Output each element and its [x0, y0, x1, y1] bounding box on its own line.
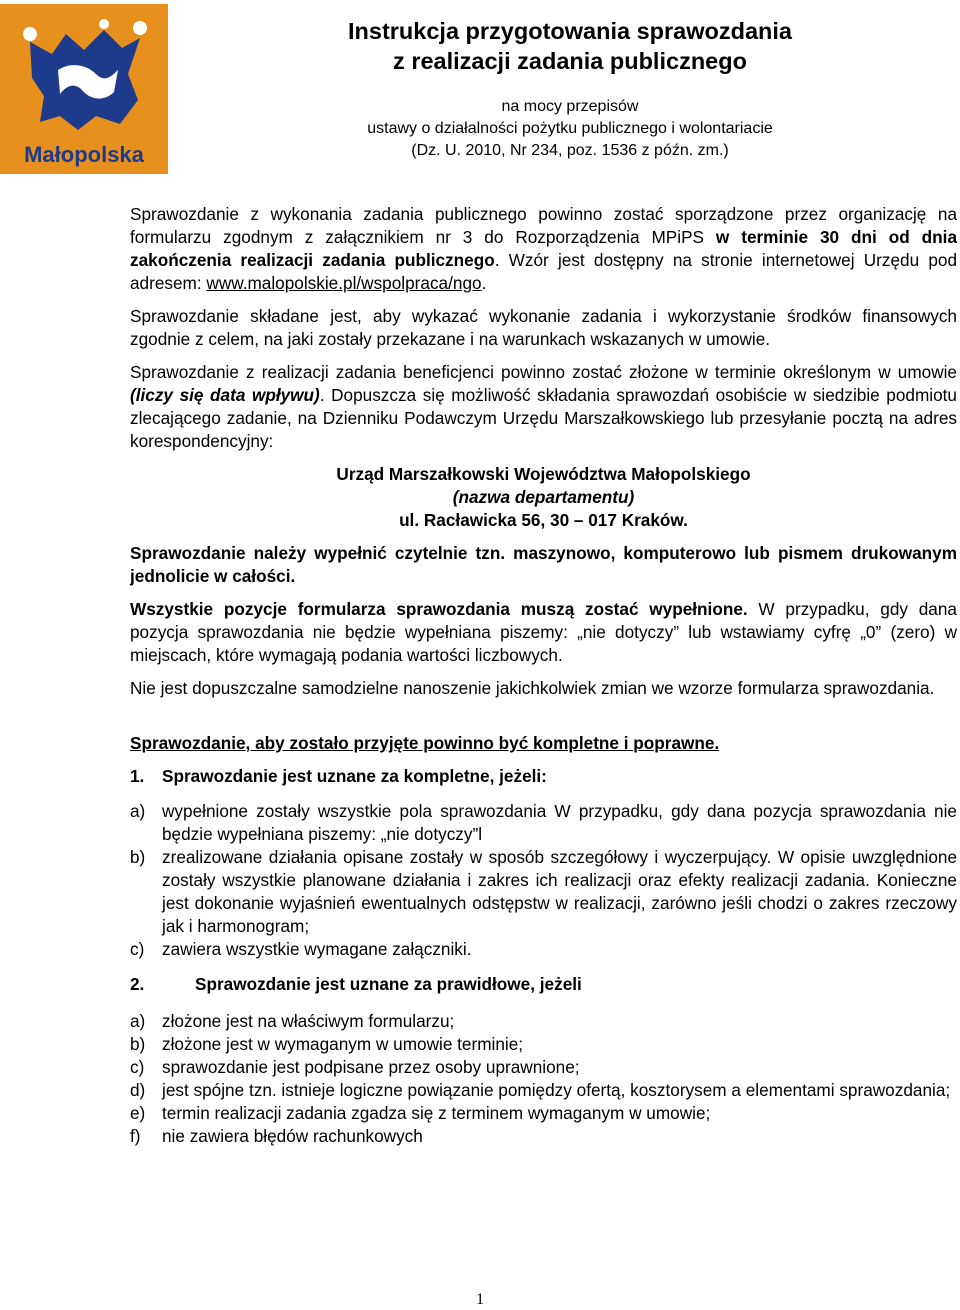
section-2-list: [130, 1010, 957, 1148]
list-item-text: termin realizacji zadania zgadza się z terminem wymaganym w umowie;: [162, 1103, 711, 1123]
paragraph-submission: [130, 361, 957, 453]
list-marker: e): [130, 1103, 146, 1123]
list-item-text: sprawozdanie jest podpisane przez osoby uprawnione;: [162, 1057, 580, 1077]
malopolska-logo: [0, 4, 168, 174]
address-line-1: Urząd Marszałkowski Województwa Małopolskiego: [336, 464, 751, 484]
list-item: [130, 1125, 957, 1148]
legal-line-2: ustawy o działalności pożytku publicznego i wolontariacie: [367, 120, 773, 137]
list-marker: a): [130, 801, 146, 821]
legal-basis: [230, 96, 910, 162]
list-item: [130, 938, 957, 961]
p1-text-3: .: [481, 273, 487, 293]
title-line-2: z realizacji zadania publicznego: [393, 48, 747, 74]
address-line-2: (nazwa departamentu): [452, 487, 635, 507]
section-1-title: Sprawozdanie jest uznane za kompletne, jeżeli:: [162, 766, 547, 786]
section-heading: Sprawozdanie, aby zostało przyjęte powinno być kompletne i poprawne.: [130, 733, 720, 753]
list-item: [130, 846, 957, 938]
list-item-text: złożone jest na właściwym formularzu;: [162, 1011, 455, 1031]
list-marker: a): [130, 1011, 146, 1031]
section-1-number: 1.: [130, 766, 145, 786]
p1-deadline-bold: w terminie 30 dni od dnia zakończenia realizacji zadania publicznego: [130, 227, 957, 270]
p3-receipt-date: (liczy się data wpływu): [130, 385, 320, 405]
logo-wordmark: Małopolska: [24, 142, 144, 167]
list-item-text: jest spójne tzn. istnieje logiczne powiązanie pomiędzy ofertą, kosztorysem a elementami sprawozdania;: [162, 1080, 951, 1100]
document-header: [230, 16, 910, 162]
section-1-heading: [130, 765, 957, 788]
list-item: [130, 1079, 957, 1102]
list-marker: f): [130, 1126, 141, 1146]
document-title: [230, 16, 910, 76]
list-marker: d): [130, 1080, 146, 1100]
p3-text: Sprawozdanie z realizacji zadania beneficjenci powinno zostać złożone w terminie określonym w umowie: [130, 362, 957, 382]
list-marker: c): [130, 1057, 145, 1077]
paragraph-all-fields: [130, 598, 957, 667]
list-item-text: złożone jest w wymaganym w umowie terminie;: [162, 1034, 524, 1054]
list-marker: c): [130, 939, 145, 959]
paragraph-legibility: Sprawozdanie należy wypełnić czytelnie tzn. maszynowo, komputerowo lub pismem drukowanym jednolicie w całości.: [130, 543, 957, 586]
section-2-title: Sprawozdanie jest uznane za prawidłowe, jeżeli: [195, 974, 582, 994]
p5-bold: Wszystkie pozycje formularza sprawozdania muszą zostać wypełnione.: [130, 599, 748, 619]
list-item: [130, 1033, 957, 1056]
title-line-1: Instrukcja przygotowania sprawozdania: [348, 18, 792, 44]
p1-text: Sprawozdanie z wykonania zadania publicznego powinno zostać sporządzone przez organizację na formularzu zgodnym z załącznikiem nr 3 do Rozporządzenia MPiPS: [130, 204, 957, 247]
p1-text-2: . Wzór jest dostępny na stronie internetowej Urzędu pod adresem:: [130, 250, 958, 293]
list-item: [130, 800, 957, 846]
legal-line-3: (Dz. U. 2010, Nr 234, poz. 1536 z późn. zm.): [411, 142, 729, 159]
list-item-text: wypełnione zostały wszystkie pola sprawozdania W przypadku, gdy dana pozycja sprawozdania nie będzie wypełniana piszemy: „nie dotyczy”l: [162, 801, 957, 844]
p3-text-2: . Dopuszcza się możliwość składania sprawozdań osobiście w siedzibie podmiotu zlecającego zadanie, na Dzienniku Podawczym Urzędu Marszałkowskiego lub przesyłanie pocztą na adres korespondencyjny:: [130, 385, 957, 451]
address-line-3: ul. Racławicka 56, 30 – 017 Kraków.: [399, 510, 688, 530]
paragraph-no-changes: Nie jest dopuszczalne samodzielne nanoszenie jakichkolwiek zmian we wzorze formularza sprawozdania.: [130, 678, 935, 698]
list-item-text: nie zawiera błędów rachunkowych: [162, 1126, 423, 1146]
template-link[interactable]: www.malopolskie.pl/wspolpraca/ngo: [206, 273, 482, 293]
list-item: [130, 1056, 957, 1079]
page-number: 1: [476, 1291, 484, 1308]
document-body: [130, 203, 957, 1148]
list-item-text: zrealizowane działania opisane zostały w sposób szczegółowy i wyczerpujący. W opisie uwzględnione zostały wszystkie planowane działania i zakres ich realizacji oraz efekty realizacji zadania. Konieczne jest dokonanie wyjaśnień ewentualnych odstępstw w realizacji, zarówno jeśli chodzi o zakres rzeczowy jak i harmonogram;: [162, 847, 957, 936]
paragraph-deadline: [130, 203, 957, 295]
section-1-list: [130, 800, 957, 961]
paragraph-purpose: Sprawozdanie składane jest, aby wykazać wykonanie zadania i wykorzystanie środków finansowych zgodnie z celem, na jaki zostały przekazane i na warunkach wskazanych w umowie.: [130, 306, 957, 349]
section-2-number: 2.: [130, 974, 145, 994]
p5-text: W przypadku, gdy dana pozycja sprawozdania nie będzie wypełniana piszemy: „nie dotyczy” lub wstawiamy cyfrę „0” (zero) w miejscach, które wymagają podania wartości liczbowych.: [130, 599, 957, 665]
list-item: [130, 1102, 957, 1125]
malopolska-logo-graphic: [0, 4, 168, 174]
address-block: [130, 463, 957, 532]
list-marker: b): [130, 847, 146, 867]
list-item-text: zawiera wszystkie wymagane załączniki.: [162, 939, 472, 959]
section-2-heading: [130, 973, 957, 996]
legal-line-1: na mocy przepisów: [501, 98, 639, 115]
list-marker: b): [130, 1034, 146, 1054]
list-item: [130, 1010, 957, 1033]
